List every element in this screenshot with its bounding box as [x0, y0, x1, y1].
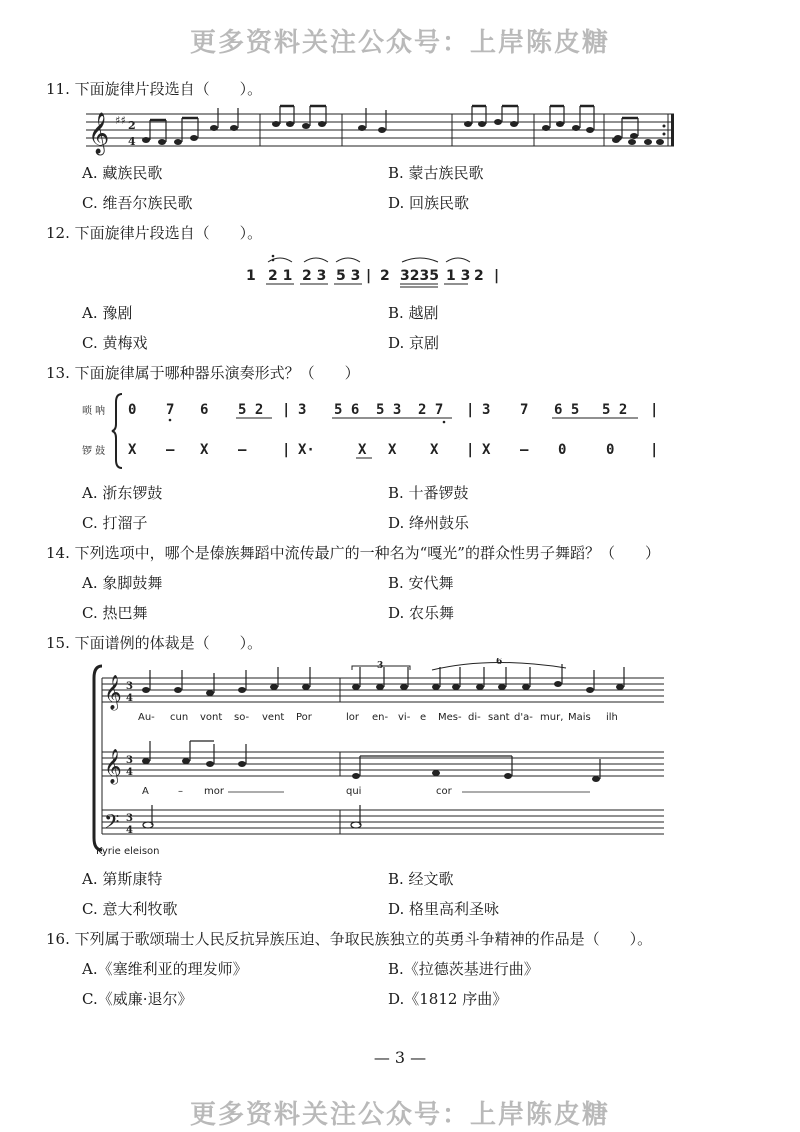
q13-row1-note: 6 5 [554, 402, 580, 418]
question-16-stem: 16. 下列属于歌颂瑞士人民反抗异族压迫、争取民族独立的英勇斗争精神的作品是（ ）。 [46, 930, 653, 948]
q15-lyric: vi- [398, 712, 411, 723]
q14-option-d[interactable]: D. 农乐舞 [388, 604, 455, 622]
svg-text:4: 4 [126, 767, 133, 778]
q15-lyric: en- [372, 712, 389, 723]
q12-option-b[interactable]: B. 越剧 [388, 304, 439, 322]
q12-option-c[interactable]: C. 黄梅戏 [82, 334, 148, 352]
q15-lyric: A [142, 786, 149, 797]
q12-note: 2 1 [268, 268, 293, 284]
q16-option-c[interactable]: C.《威廉·退尔》 [82, 990, 193, 1008]
q13-row2-barline: | [466, 442, 475, 458]
q15-lyric: lor [346, 712, 360, 723]
q15-option-c[interactable]: C. 意大利牧歌 [82, 900, 178, 918]
q11-option-a[interactable]: A. 藏族民歌 [82, 164, 163, 182]
q13-row1-note: 5 3 [376, 402, 402, 418]
q13-row2-note: – [520, 442, 529, 458]
svg-text:3: 3 [126, 681, 133, 692]
question-11-stem: 11. 下面旋律片段选自（ ）。 [46, 80, 263, 98]
q11-option-c[interactable]: C. 维吾尔族民歌 [82, 194, 193, 212]
q15-lyric: sant [488, 712, 510, 723]
svg-text:4: 4 [126, 825, 133, 836]
q12-note: 5 3 [336, 268, 361, 284]
q13-row1-note: 3 [298, 402, 307, 418]
q13-row1-barline: | [282, 402, 291, 418]
q13-row1-label: 唢 呐 [82, 406, 106, 417]
q13-score [82, 390, 682, 472]
q13-row1-note: 5 6 [334, 402, 360, 418]
q15-lyric: – [178, 786, 183, 797]
q12-jianpu [238, 252, 528, 292]
q14-option-a[interactable]: A. 象脚鼓舞 [82, 574, 163, 592]
q13-option-d[interactable]: D. 绛州鼓乐 [388, 514, 470, 532]
q12-note: 3235 [400, 268, 439, 284]
q13-row1-note: 5 2 [238, 402, 264, 418]
q13-row2-note: X [128, 442, 137, 458]
q13-row1-note: 7 [520, 402, 529, 418]
q13-row2-barline: | [650, 442, 659, 458]
q11-option-b[interactable]: B. 蒙古族民歌 [388, 164, 484, 182]
q16-option-a[interactable]: A.《塞维利亚的理发师》 [82, 960, 248, 978]
question-13-stem: 13. 下面旋律属于哪种器乐演奏形式？（ ） [46, 364, 360, 382]
svg-text:𝄞: 𝄞 [104, 749, 122, 784]
q15-lyric: vent [262, 712, 285, 723]
q13-row1-barline: | [466, 402, 475, 418]
q15-lyric: Au- [138, 712, 155, 723]
page-number: — 3 — [373, 1048, 427, 1067]
q12-note: 2 [380, 268, 390, 284]
q12-barline: | [366, 268, 372, 284]
q13-row2-note: X [200, 442, 209, 458]
q15-lyric: Mes- [438, 712, 462, 723]
q12-note: 1 3 [446, 268, 471, 284]
question-15-stem: 15. 下面谱例的体裁是（ ）。 [46, 634, 263, 652]
question-14-stem: 14. 下列选项中，哪个是傣族舞蹈中流传最广的一种名为“嘎光”的群众性男子舞蹈？（ ） [46, 544, 660, 562]
q13-row2-note: X [358, 442, 367, 458]
q12-note: 1 [246, 268, 256, 284]
q15-lyric: so- [234, 712, 250, 723]
q11-staff [82, 102, 682, 158]
q12-note: 2 [474, 268, 484, 284]
q16-option-d[interactable]: D.《1812 序曲》 [388, 990, 508, 1008]
svg-text:𝄞: 𝄞 [104, 675, 122, 710]
q13-row2-note: 0 [558, 442, 567, 458]
q15-lyric: ilh [606, 712, 618, 723]
q13-row2-note: – [238, 442, 247, 458]
question-12-stem: 12. 下面旋律片段选自（ ）。 [46, 224, 263, 242]
q15-lyric: di- [468, 712, 481, 723]
q16-option-b[interactable]: B.《拉德茨基进行曲》 [388, 960, 539, 978]
q13-row2-note: X [482, 442, 491, 458]
q13-row2-note: X· [298, 442, 315, 458]
q13-row1-note: 6 [200, 402, 209, 418]
svg-text:2: 2 [128, 119, 136, 132]
q12-option-d[interactable]: D. 京剧 [388, 334, 440, 352]
q13-option-a[interactable]: A. 浙东锣鼓 [82, 484, 163, 502]
svg-text:𝄞: 𝄞 [88, 113, 110, 154]
q15-lyric: mor [204, 786, 224, 797]
svg-text:𝄢: 𝄢 [104, 810, 120, 838]
q15-tuplet-6: 6 [496, 658, 503, 667]
q13-row1-note: 3 [482, 402, 491, 418]
q15-lyric: cor [436, 786, 452, 797]
q14-option-c[interactable]: C. 热巴舞 [82, 604, 148, 622]
q15-lyric: Por [296, 712, 312, 723]
q15-option-a[interactable]: A. 第斯康特 [82, 870, 163, 888]
q13-row2-note: X [388, 442, 397, 458]
q13-row1-note: 7 [166, 402, 175, 418]
q15-lyric: Kyrie eleison [96, 846, 160, 857]
watermark-bottom: 更多资料关注公众号：上岸陈皮糖 [189, 1100, 610, 1130]
q15-score [90, 658, 670, 858]
q13-option-c[interactable]: C. 打溜子 [82, 514, 148, 532]
svg-text:4: 4 [126, 693, 133, 704]
q15-lyric: Mais [568, 712, 591, 723]
q13-row1-barline: | [650, 402, 659, 418]
q15-lyric: d'a- [514, 712, 533, 723]
svg-text:♯♯: ♯♯ [115, 114, 126, 127]
q13-row1-note: 5 2 [602, 402, 628, 418]
q13-row1-note: 0 [128, 402, 137, 418]
svg-text:3: 3 [126, 813, 133, 824]
q13-option-b[interactable]: B. 十番锣鼓 [388, 484, 469, 502]
watermark-top: 更多资料关注公众号：上岸陈皮糖 [189, 28, 610, 58]
q15-lyric: e [420, 712, 427, 723]
q15-lyric: qui [346, 786, 362, 797]
q15-lyric: mur, [540, 712, 564, 723]
q12-option-a[interactable]: A. 豫剧 [82, 304, 133, 322]
q13-row2-barline: | [282, 442, 291, 458]
q13-row2-note: X [430, 442, 439, 458]
q12-note: 2 3 [302, 268, 327, 284]
q14-option-b[interactable]: B. 安代舞 [388, 574, 454, 592]
q13-row2-note: 0 [606, 442, 615, 458]
q13-row1-note: 2 7 [418, 402, 444, 418]
svg-text:4: 4 [128, 135, 136, 148]
q13-row2-note: – [166, 442, 175, 458]
q15-option-b[interactable]: B. 经文歌 [388, 870, 454, 888]
q13-row2-label: 锣 鼓 [82, 446, 106, 457]
q12-barline: | [494, 268, 500, 284]
q11-option-d[interactable]: D. 回族民歌 [388, 194, 470, 212]
q15-lyric: vont [200, 712, 223, 723]
q15-lyric: cun [170, 712, 189, 723]
q15-tuplet-3: 3 [377, 661, 384, 671]
svg-text:3: 3 [126, 755, 133, 766]
q15-option-d[interactable]: D. 格里高利圣咏 [388, 900, 500, 918]
